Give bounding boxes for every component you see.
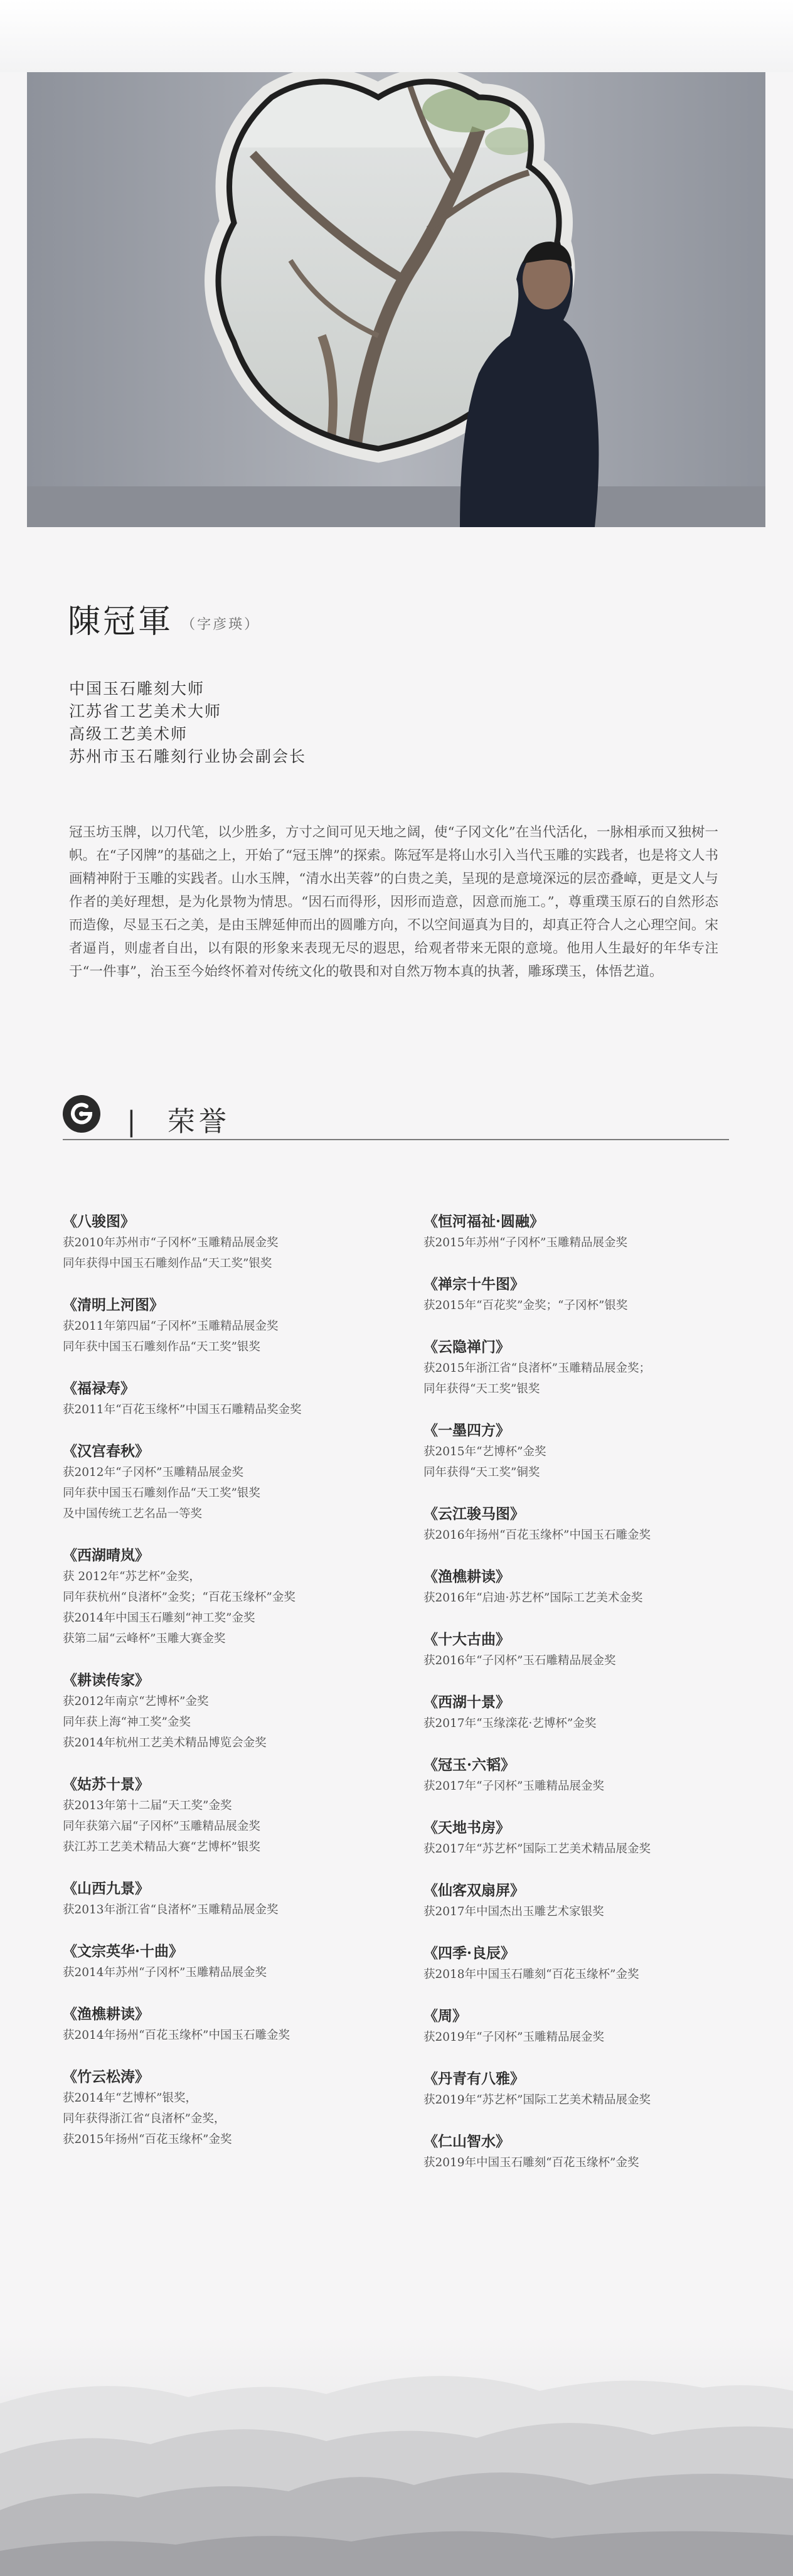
award-item <box>63 1211 402 1274</box>
award-title: 《云江骏马图》 <box>423 1505 524 1522</box>
award-item <box>63 1774 402 1857</box>
award-detail: 同年获得浙江省“良渚杯”金奖， <box>63 2112 226 2125</box>
award-title: 《仁山智水》 <box>423 2133 510 2150</box>
honors-section-header <box>63 1095 729 1140</box>
artist-title-item: 苏州市玉石雕刻行业协会副会长 <box>69 747 307 766</box>
award-item <box>423 1274 762 1316</box>
award-title: 《四季·良辰》 <box>423 1945 516 1962</box>
award-item <box>423 1943 762 1985</box>
award-detail: 同年获上海“神工奖”金奖 <box>63 1716 191 1729</box>
award-title: 《西湖十景》 <box>423 1694 510 1711</box>
award-detail: 获2012年“子冈杯”玉雕精品展金奖 <box>63 1466 243 1479</box>
award-detail: 获2010年苏州市“子冈杯”玉雕精品展金奖 <box>63 1236 279 1249</box>
award-detail: 获2016年“启迪·苏艺杯”国际工艺美术金奖 <box>423 1591 643 1605</box>
artist-bio: 冠玉坊玉牌，以刀代笔，以少胜多，方寸之间可见天地之阔，使“子冈文化”在当代活化，一脉相承而又独树一帜。在“子冈牌”的基础之上，开始了“冠玉牌”的探索。陈冠军是将山水引入当代玉雕的实践者，也是将文人书画精神附于玉雕的实践者。山水玉牌，“清水出芙蓉”的白贵之美，呈现的是意境深远的层峦叠嶂，更是文人与作者的美好理想，是为化景物为情思。“因石而得形，因形而造意，因意而施工。”，尊重璞玉原石的自然形态而造像，尽显玉石之美，是由玉牌延伸而出的圆雕方向，不以空间逼真为目的，却真正符合人之心理空间。宋者逼肖，则虚者自出，以有限的形象来表现无尽的遐思，给观者带来无限的意境。他用人生最好的年华专注于“一件事”，治玉至今始终怀着对传统文化的敬畏和对自然万物本真的执著，雕琢璞玉，体悟艺道。 <box>69 825 718 980</box>
award-item <box>423 1420 762 1483</box>
award-title: 《西湖晴岚》 <box>63 1547 149 1564</box>
award-detail: 获2015年浙江省“良渚杯”玉雕精品展金奖； <box>423 1362 651 1375</box>
award-detail: 及中国传统工艺名品一等奖 <box>63 1507 203 1520</box>
award-item <box>423 1629 762 1671</box>
award-detail: 获2011年第四届“子冈杯”玉雕精品展金奖 <box>63 1320 279 1333</box>
award-detail: 同年获第六届“子冈杯”玉雕精品展金奖 <box>63 1820 260 1833</box>
award-detail: 获2017年“玉缘滦花·艺博杯”金奖 <box>423 1717 597 1730</box>
artist-name: 陳冠軍 <box>68 603 174 641</box>
honors-column-right <box>423 1211 762 2194</box>
award-detail: 获2014年杭州工艺美术精品博览会金奖 <box>63 1736 267 1750</box>
honors-heading-text: 荣誉 <box>167 1106 230 1138</box>
award-item <box>423 1337 762 1399</box>
award-title: 《渔樵耕读》 <box>423 1568 510 1585</box>
award-detail: 获2013年浙江省“良渚杯”玉雕精品展金奖 <box>63 1903 279 1916</box>
award-detail: 获2015年苏州“子冈杯”玉雕精品展金奖 <box>423 1236 627 1249</box>
award-title: 《云隐禅门》 <box>423 1339 510 1355</box>
top-band <box>0 0 793 72</box>
award-detail: 获2017年中国杰出玉雕艺术家银奖 <box>423 1905 604 1918</box>
award-item <box>63 1878 402 1920</box>
artist-title-item: 江苏省工艺美术大师 <box>69 702 222 720</box>
award-title: 《冠玉·六韬》 <box>423 1756 516 1773</box>
award-title: 《文宗英华·十曲》 <box>63 1943 184 1960</box>
award-detail: 同年获中国玉石雕刻作品“天工奖”银奖 <box>63 1340 260 1354</box>
artist-title-item: 高级工艺美术师 <box>69 725 188 743</box>
award-item <box>423 1880 762 1922</box>
award-title: 《天地书房》 <box>423 1819 510 1836</box>
award-detail: 同年获得中国玉石雕刻作品“天工奖”银奖 <box>63 1257 272 1270</box>
award-detail: 获2018年中国玉石雕刻“百花玉缘杯”金奖 <box>423 1968 639 1981</box>
award-title: 《仙客双扇屏》 <box>423 1882 524 1899</box>
award-title: 《清明上河图》 <box>63 1296 164 1313</box>
award-title: 《耕读传家》 <box>63 1672 149 1689</box>
artist-alias: （字彦瑛） <box>181 617 260 633</box>
award-title: 《汉宫春秋》 <box>63 1443 149 1460</box>
award-detail: 获2016年“子冈杯”玉石雕精品展金奖 <box>423 1654 616 1667</box>
award-title: 《一墨四方》 <box>423 1422 510 1439</box>
mountain-landscape-footer <box>0 2334 793 2576</box>
award-detail: 同年获得“天工奖”铜奖 <box>423 1466 540 1479</box>
award-detail: 获2013年第十二届“天工奖”金奖 <box>63 1799 232 1812</box>
award-item <box>423 1692 762 1734</box>
award-item <box>63 2066 402 2150</box>
award-item <box>423 2006 762 2048</box>
award-detail: 获2014年中国玉石雕刻“神工奖”金奖 <box>63 1611 255 1625</box>
award-detail: 获2015年“百花奖”金奖；“子冈杯”银奖 <box>423 1299 628 1312</box>
award-item <box>423 1755 762 1797</box>
award-detail: 同年获中国玉石雕刻作品“天工奖”银奖 <box>63 1487 260 1500</box>
brand-logo-icon <box>63 1095 100 1133</box>
award-detail: 获江苏工艺美术精品大赛“艺博杯”银奖 <box>63 1841 260 1854</box>
artist-title-item: 中国玉石雕刻大师 <box>69 680 205 698</box>
award-item <box>63 1378 402 1420</box>
award-detail: 获2017年“苏艺杯”国际工艺美术精品展金奖 <box>423 1842 651 1856</box>
award-detail: 同年获得“天工奖”银奖 <box>423 1382 540 1396</box>
award-item <box>423 1566 762 1608</box>
award-detail: 获2014年苏州“子冈杯”玉雕精品展金奖 <box>63 1966 267 1979</box>
award-item <box>63 1441 402 1524</box>
profile-heading <box>68 595 726 642</box>
title-divider: | <box>127 1106 140 1138</box>
award-detail: 获2019年中国玉石雕刻“百花玉缘杯”金奖 <box>423 2156 639 2169</box>
award-detail: 获2012年南京“艺博杯”金奖 <box>63 1695 209 1708</box>
portrait-window-illustration <box>27 72 765 527</box>
award-title: 《渔樵耕读》 <box>63 2006 149 2023</box>
award-detail: 获2014年“艺博杯”银奖， <box>63 2092 197 2105</box>
award-detail: 获2015年“艺博杯”金奖 <box>423 1445 546 1458</box>
award-title: 《山西九景》 <box>63 1880 149 1897</box>
award-item <box>423 2068 762 2110</box>
award-detail: 获 2012年“苏艺杯”金奖， <box>63 1570 201 1583</box>
award-title: 《周》 <box>423 2007 467 2024</box>
award-item <box>63 1295 402 1357</box>
award-detail: 获2019年“子冈杯”玉雕精品展金奖 <box>423 2031 604 2044</box>
award-detail: 获2016年扬州“百花玉缘杯”中国玉石雕金奖 <box>423 1529 651 1542</box>
award-item <box>423 1504 762 1546</box>
award-item <box>423 1817 762 1859</box>
award-item <box>63 1941 402 1983</box>
award-item <box>63 1545 402 1649</box>
award-detail: 获2017年“子冈杯”玉雕精品展金奖 <box>423 1780 604 1793</box>
award-title: 《竹云松涛》 <box>63 2068 149 2085</box>
award-title: 《福禄寿》 <box>63 1380 135 1397</box>
award-title: 《姑苏十景》 <box>63 1776 149 1793</box>
hero-photo <box>27 72 765 527</box>
award-detail: 获2011年“百花玉缘杯”中国玉石雕精品奖金奖 <box>63 1403 302 1416</box>
award-item <box>423 1211 762 1253</box>
artist-titles <box>69 678 306 768</box>
award-title: 《恒河福祉·圆融》 <box>423 1213 545 1230</box>
award-title: 《八骏图》 <box>63 1213 135 1230</box>
award-item <box>423 2131 762 2173</box>
award-detail: 获2019年“苏艺杯”国际工艺美术精品展金奖 <box>423 2093 651 2107</box>
award-title: 《十大古曲》 <box>423 1631 510 1648</box>
honors-column-left <box>63 1211 402 2171</box>
award-item <box>63 2004 402 2046</box>
award-detail: 获2014年扬州“百花玉缘杯”中国玉石雕金奖 <box>63 2029 290 2042</box>
award-detail: 获2015年扬州“百花玉缘杯”金奖 <box>63 2133 232 2146</box>
award-detail: 同年获杭州“良渚杯”金奖；“百花玉缘杯”金奖 <box>63 1591 295 1604</box>
award-title: 《丹青有八雅》 <box>423 2070 524 2087</box>
honors-title <box>127 1099 230 1139</box>
award-title: 《禅宗十牛图》 <box>423 1276 524 1293</box>
award-item <box>63 1670 402 1753</box>
award-detail: 获第二届“云峰杯”玉雕大赛金奖 <box>63 1632 226 1645</box>
